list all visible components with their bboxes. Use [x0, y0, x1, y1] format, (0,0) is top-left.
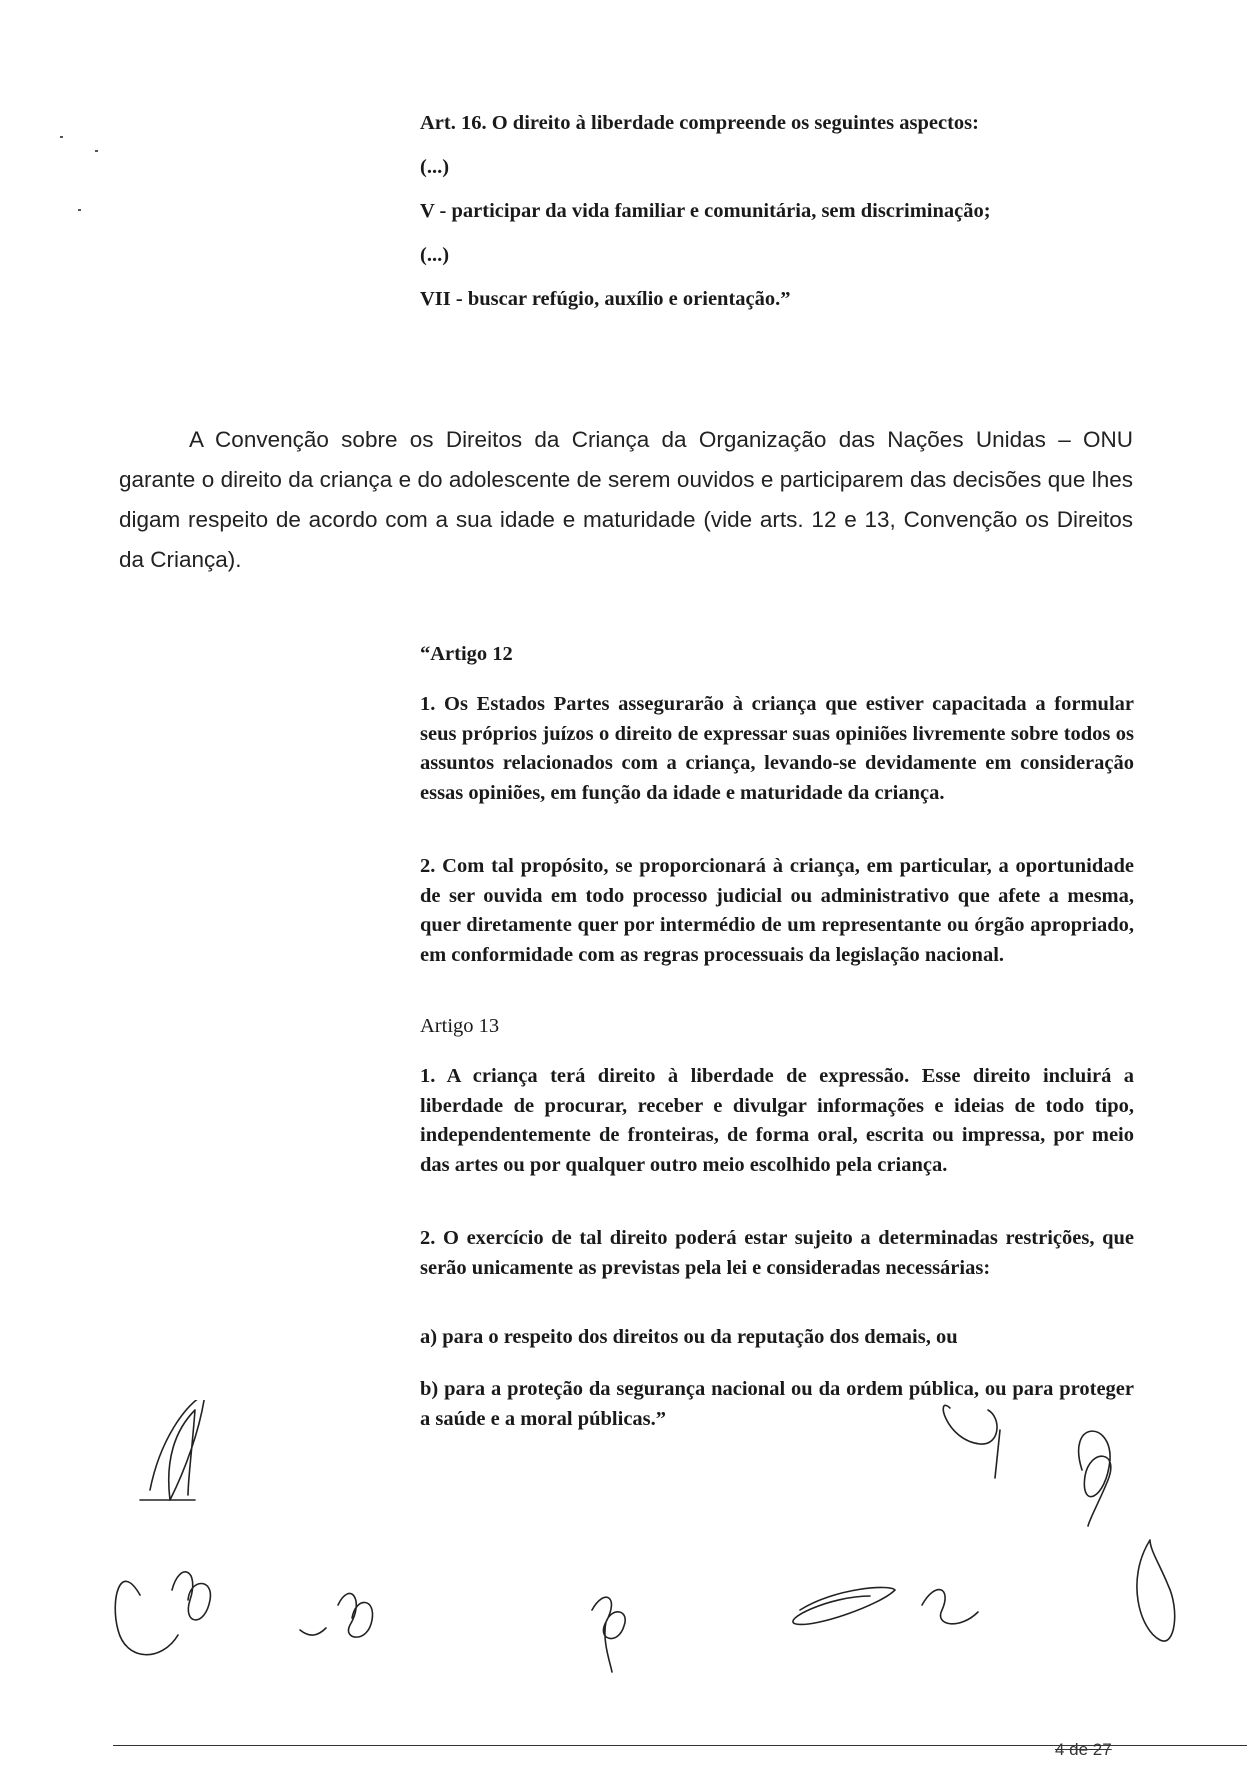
signature-mark [1137, 1540, 1175, 1641]
signature-mark [300, 1628, 326, 1635]
article-12-item-1: 1. Os Estados Partes assegurarão à criança que estiver capacitada a formular seus próprios juízos o direito de expressar suas opiniões livremente sobre todos os assuntos relacionados com a criança, levando-se devidamente em consideração essas opiniões, em função da idade e maturidade da criança. [420, 693, 1134, 804]
scan-speck [60, 136, 63, 138]
signature-mark [338, 1594, 373, 1638]
signature-mark [1079, 1431, 1111, 1526]
signature-mark [172, 1572, 210, 1620]
signature-mark [592, 1597, 625, 1672]
body-paragraph: A Convenção sobre os Direitos da Criança da Organização das Nações Unidas – ONU garante o direito da criança e do adolescente de serem ouvidos e participarem das decisões que lhes digam respeito de acordo com a sua idade e maturidade (vide arts. 12 e 13, Convenção os Direitos da Criança). [119, 427, 1133, 572]
quote-line: Art. 16. O direito à liberdade compreende os seguintes aspectos: [420, 112, 979, 134]
article-12-heading: “Artigo 12 [420, 643, 513, 665]
article-13-item-b: b) para a proteção da segurança nacional ou da ordem pública, ou para proteger a saúde e a moral públicas.” [420, 1378, 1134, 1430]
article-12-item-2: 2. Com tal propósito, se proporcionará à criança, em particular, a oportunidade de ser ouvida em todo processo judicial ou administrativo que afete a mesma, quer diretamente quer por intermédio de um representante ou órgão apropriado, em conformidade com as regras processuais da legislação nacional. [420, 855, 1134, 966]
scan-speck [78, 209, 81, 211]
page-number: 4 de 27 [1055, 1740, 1112, 1759]
article-13-item-1: 1. A criança terá direito à liberdade de expressão. Esse direito incluirá a liberdade de procurar, receber e divulgar informações e ideias de todo tipo, independentemente de fronteiras, de forma oral, escrita ou impressa, por meio das artes ou por qualquer outro meio escolhido pela criança. [420, 1065, 1134, 1176]
signature-mark [922, 1590, 978, 1624]
signatures-area [0, 1400, 1247, 1700]
article-13-item-a: a) para o respeito dos direitos ou da reputação dos demais, ou [420, 1326, 958, 1348]
quote-line: V - participar da vida familiar e comunitária, sem discriminação; [420, 200, 991, 222]
signature-mark [793, 1587, 895, 1624]
signature-mark [943, 1405, 997, 1444]
article-13-heading: Artigo 13 [420, 1015, 500, 1037]
article-13-item-2: 2. O exercício de tal direito poderá estar sujeito a determinadas restrições, que serão unicamente as previstas pela lei e consideradas necessárias: [420, 1227, 1134, 1279]
quote-line: (...) [420, 244, 450, 266]
quote-line: (...) [420, 156, 450, 178]
quote-line: VII - buscar refúgio, auxílio e orientação.” [420, 288, 791, 310]
scan-speck [95, 150, 98, 152]
signature-mark [150, 1400, 205, 1500]
signature-mark [115, 1581, 178, 1654]
signature-mark [995, 1430, 1000, 1478]
